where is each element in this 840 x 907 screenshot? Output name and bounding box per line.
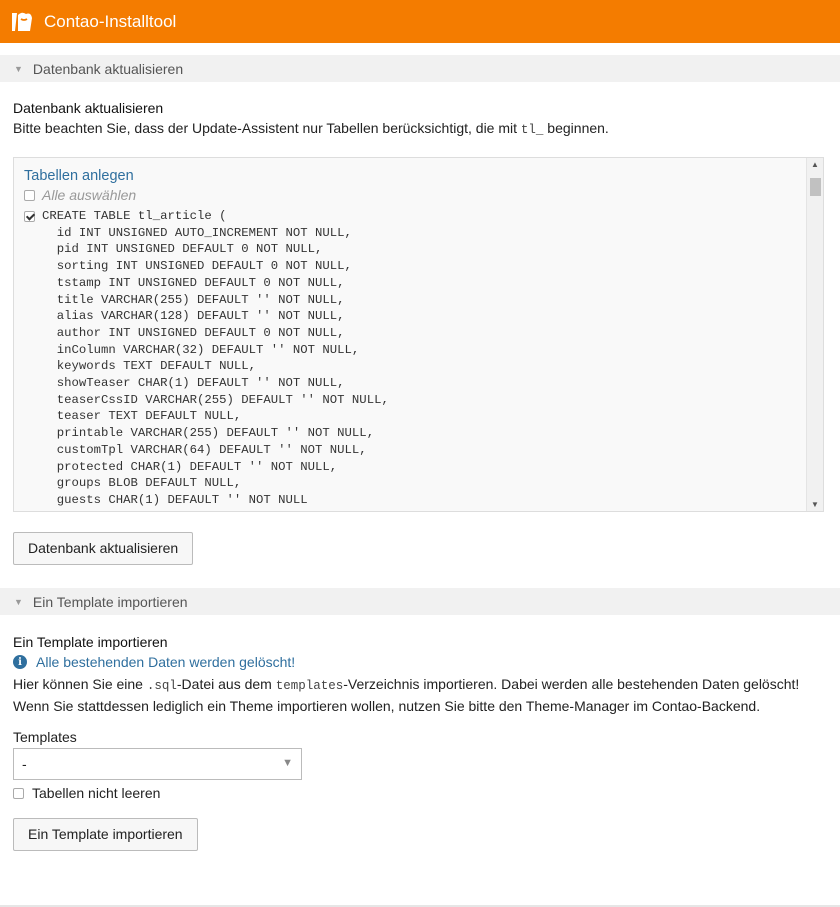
select-all-label[interactable]: Alle auswählen — [42, 187, 137, 203]
sql-statement-checkbox[interactable] — [24, 211, 35, 222]
app-header — [0, 0, 840, 43]
no-truncate-checkbox[interactable] — [13, 788, 24, 799]
template-section-header[interactable] — [0, 588, 840, 615]
sql-scroll-box[interactable] — [13, 157, 824, 512]
scroll-up-icon[interactable]: ▲ — [811, 160, 819, 169]
group-title: Tabellen anlegen — [24, 168, 134, 184]
warning-row — [13, 654, 827, 670]
info-icon: i — [13, 655, 27, 669]
no-truncate-label[interactable]: Tabellen nicht leeren — [32, 785, 161, 801]
warning-text: Alle bestehenden Daten werden gelöscht! — [36, 654, 296, 670]
chevron-down-icon: ▼ — [282, 757, 293, 769]
contao-logo-icon — [8, 9, 36, 35]
update-database-button[interactable]: Datenbank aktualisieren — [13, 532, 193, 565]
templates-select-value: - — [22, 756, 27, 772]
scrollbar[interactable] — [806, 158, 823, 511]
scroll-thumb[interactable] — [810, 178, 821, 196]
collapse-triangle-icon: ▼ — [14, 596, 23, 607]
templates-label: Templates — [13, 729, 77, 745]
db-section-title: Datenbank aktualisieren — [13, 100, 164, 116]
db-section-header[interactable] — [0, 55, 840, 82]
template-section-title: Ein Template importieren — [13, 634, 168, 650]
db-section-description: Bitte beachten Sie, dass der Update-Assistent nur Tabellen berücksichtigt, die mit tl_ beginnen. — [13, 120, 609, 137]
template-section — [0, 615, 840, 851]
sql-statement: CREATE TABLE tl_article ( id INT UNSIGNED AUTO_INCREMENT NOT NULL, pid INT UNSIGNED DEFAULT 0 NOT NULL, sorting INT UNSIGNED DEFAULT 0 NOT NULL, tstamp INT UNSIGNED DEFAULT 0 NOT NULL, title VARCHAR(255) DEFAULT '' NOT NULL, alias VARCHAR(128) DEFAULT '' NOT NULL, author INT UNSIGNED DEFAULT 0 NOT NULL, inColumn VARCHAR(32) DEFAULT '' NOT NULL, keywords TEXT DEFAULT NULL, showTeaser CHAR(1) DEFAULT '' NOT NULL, teaserCssID VARCHAR(255) DEFAULT '' NOT NULL, teaser TEXT DEFAULT NULL, printable VARCHAR(255) DEFAULT '' NOT NULL, customTpl VARCHAR(64) DEFAULT '' NOT NULL, protected CHAR(1) DEFAULT '' NOT NULL, groups BLOB DEFAULT NULL, guests CHAR(1) DEFAULT '' NOT NULL — [42, 209, 389, 507]
scroll-down-icon[interactable]: ▼ — [811, 500, 819, 509]
template-description: Hier können Sie eine .sql-Datei aus dem templates-Verzeichnis importieren. Dabei werden alle bestehenden Daten gelöscht! Wenn Sie stattdessen lediglich ein Theme importieren wollen, nutzen Sie bitte den Theme-Manager im Contao-Backend. — [13, 676, 800, 714]
templates-select[interactable] — [13, 748, 302, 780]
app-title: Contao-Installtool — [44, 11, 177, 31]
sql-statement-row[interactable] — [24, 208, 803, 509]
db-section-header-label: Datenbank aktualisieren — [32, 60, 184, 77]
select-all-checkbox[interactable] — [24, 190, 35, 201]
import-template-button[interactable]: Ein Template importieren — [13, 818, 198, 851]
db-section — [0, 82, 840, 588]
select-all-row[interactable] — [24, 187, 803, 203]
no-truncate-row[interactable] — [13, 785, 827, 801]
template-section-header-label: Ein Template importieren — [32, 593, 188, 610]
collapse-triangle-icon: ▼ — [14, 63, 23, 74]
